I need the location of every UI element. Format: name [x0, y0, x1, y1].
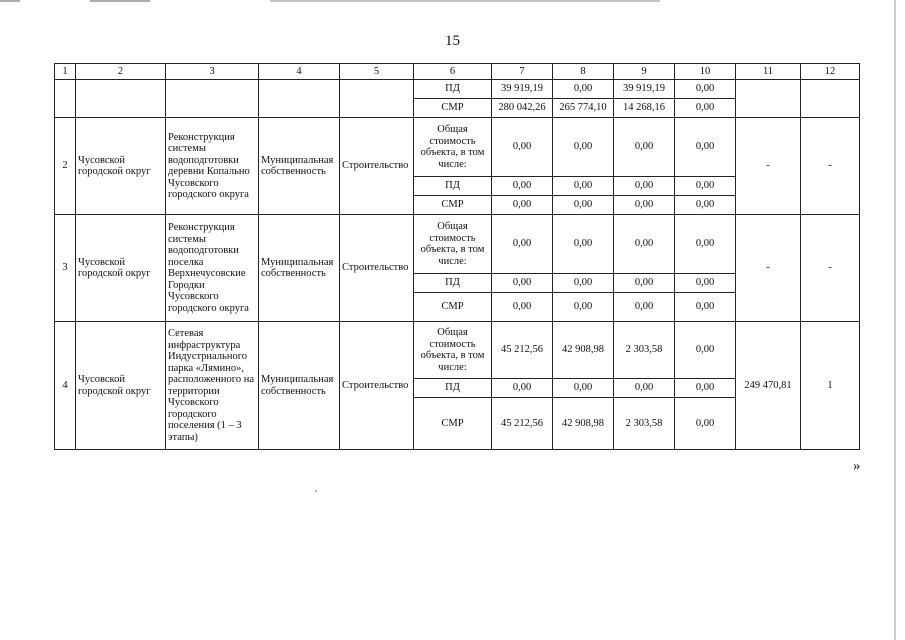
value-cell: 45 212,56	[492, 398, 553, 450]
value-cell: 0,00	[492, 215, 553, 274]
object-name-cell: Реконструкция системы водоподготовки деревни Копально Чусовского городского округа	[166, 118, 259, 215]
value-cell: 0,00	[675, 274, 736, 293]
value-cell: 0,00	[553, 215, 614, 274]
value-cell: 0,00	[675, 118, 736, 177]
col12-cell: -	[801, 215, 860, 322]
value-cell: 0,00	[675, 398, 736, 450]
value-cell: 0,00	[553, 80, 614, 99]
value-cell: 0,00	[492, 177, 553, 196]
value-cell: 0,00	[614, 118, 675, 177]
header-cell: 11	[736, 64, 801, 80]
value-cell: 42 908,98	[553, 398, 614, 450]
header-cell: 3	[166, 64, 259, 80]
value-cell: 0,00	[614, 215, 675, 274]
header-cell: 8	[553, 64, 614, 80]
page-number: 15	[445, 33, 460, 49]
value-cell: 0,00	[553, 177, 614, 196]
value-cell: 0,00	[614, 196, 675, 215]
empty-cell	[736, 80, 801, 118]
value-cell: 0,00	[492, 293, 553, 322]
cost-type-label: СМР	[414, 293, 492, 322]
value-cell: 0,00	[553, 379, 614, 398]
cost-type-label: ПД	[414, 177, 492, 196]
cost-type-label: Общая стоимость объекта, в том числе:	[414, 322, 492, 379]
value-cell: 42 908,98	[553, 322, 614, 379]
value-cell: 0,00	[614, 274, 675, 293]
value-cell: 0,00	[675, 177, 736, 196]
header-cell: 5	[340, 64, 414, 80]
cost-type-label: Общая стоимость объекта, в том числе:	[414, 118, 492, 177]
table-row	[55, 80, 860, 99]
col11-cell: -	[736, 215, 801, 322]
empty-cell	[801, 80, 860, 118]
value-cell: 0,00	[553, 196, 614, 215]
cost-type-label: Общая стоимость объекта, в том числе:	[414, 215, 492, 274]
header-row	[55, 64, 860, 80]
value-cell: 0,00	[492, 196, 553, 215]
ownership-cell: Муниципальная собственность	[259, 215, 340, 322]
empty-cell	[340, 80, 414, 118]
object-name-cell: Сетевая инфраструктура Индустриального парка «Лямино», расположенного на территории Чусовского городского поселения (1 – 3 этапы)	[166, 322, 259, 450]
value-cell: 2 303,58	[614, 398, 675, 450]
empty-cell	[166, 80, 259, 118]
col11-cell: 249 470,81	[736, 322, 801, 450]
territory-cell: Чусовской городской округ	[76, 215, 166, 322]
work-type-cell: Строительство	[340, 118, 414, 215]
empty-cell	[259, 80, 340, 118]
header-cell: 1	[55, 64, 76, 80]
value-cell: 0,00	[553, 274, 614, 293]
table-row	[55, 118, 860, 177]
value-cell: 0,00	[492, 274, 553, 293]
value-cell: 0,00	[675, 379, 736, 398]
value-cell: 0,00	[614, 177, 675, 196]
row-number: 4	[55, 322, 76, 450]
col12-cell: 1	[801, 322, 860, 450]
value-cell: 2 303,58	[614, 322, 675, 379]
value-cell: 0,00	[675, 322, 736, 379]
col11-cell: -	[736, 118, 801, 215]
ownership-cell: Муниципальная собственность	[259, 322, 340, 450]
value-cell: 0,00	[675, 99, 736, 118]
empty-cell	[76, 80, 166, 118]
col12-cell: -	[801, 118, 860, 215]
territory-cell: Чусовской городской округ	[76, 322, 166, 450]
object-name-cell: Реконструкция системы водоподготовки поселка Верхнечусовские Городки Чусовского городского округа	[166, 215, 259, 322]
header-cell: 9	[614, 64, 675, 80]
cost-type-label: ПД	[414, 274, 492, 293]
value-cell: 0,00	[675, 80, 736, 99]
header-cell: 6	[414, 64, 492, 80]
value-cell: 0,00	[614, 293, 675, 322]
header-cell: 10	[675, 64, 736, 80]
row-number: 3	[55, 215, 76, 322]
value-cell: 0,00	[492, 379, 553, 398]
value-cell: 0,00	[675, 215, 736, 274]
value-cell: 0,00	[492, 118, 553, 177]
value-cell: 0,00	[614, 379, 675, 398]
value-cell: 0,00	[675, 196, 736, 215]
header-cell: 12	[801, 64, 860, 80]
value-cell: 45 212,56	[492, 322, 553, 379]
table-row	[55, 322, 860, 379]
value-cell: 0,00	[553, 293, 614, 322]
value-cell: 0,00	[675, 293, 736, 322]
value-cell: 14 268,16	[614, 99, 675, 118]
cost-type-label: СМР	[414, 99, 492, 118]
header-cell: 2	[76, 64, 166, 80]
empty-cell	[55, 80, 76, 118]
table-row	[55, 215, 860, 274]
data-table	[54, 63, 860, 450]
value-cell: 280 042,26	[492, 99, 553, 118]
cost-type-label: СМР	[414, 196, 492, 215]
cost-type-label: СМР	[414, 398, 492, 450]
cost-type-label: ПД	[414, 379, 492, 398]
work-type-cell: Строительство	[340, 215, 414, 322]
value-cell: 265 774,10	[553, 99, 614, 118]
ownership-cell: Муниципальная собственность	[259, 118, 340, 215]
header-cell: 7	[492, 64, 553, 80]
value-cell: 39 919,19	[492, 80, 553, 99]
work-type-cell: Строительство	[340, 322, 414, 450]
row-number: 2	[55, 118, 76, 215]
closing-quote-mark: »	[853, 458, 861, 474]
territory-cell: Чусовской городской округ	[76, 118, 166, 215]
header-cell: 4	[259, 64, 340, 80]
cost-type-label: ПД	[414, 80, 492, 99]
value-cell: 0,00	[553, 118, 614, 177]
value-cell: 39 919,19	[614, 80, 675, 99]
